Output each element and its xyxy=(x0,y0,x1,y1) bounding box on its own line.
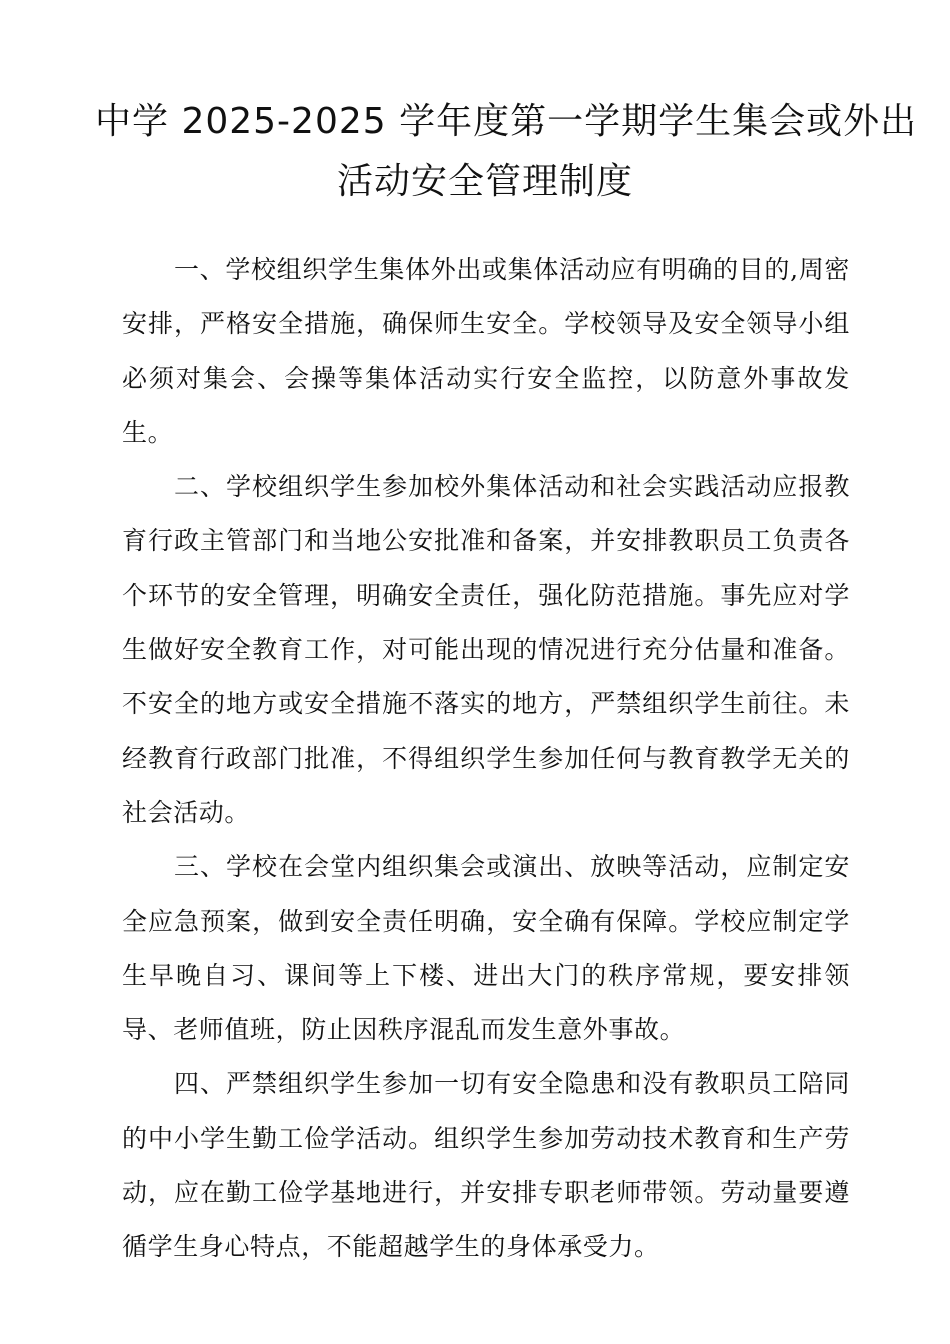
paragraph-3: 三、学校在会堂内组织集会或演出、放映等活动，应制定安全应急预案，做到安全责任明确，安全确有保障。学校应制定学生早晚自习、课间等上下楼、进出大门的秩序常规，要安排领导、老师值班，防止因秩序混乱而发生意外事故。 xyxy=(122,852,850,1045)
document-title xyxy=(95,92,918,212)
paragraph-1: 一、学校组织学生集体外出或集体活动应有明确的目的,周密安排，严格安全措施，确保师生安全。学校领导及安全领导小组必须对集会、会操等集体活动实行安全监控，以防意外事故发生。 xyxy=(122,255,850,447)
paragraph-2: 二、学校组织学生参加校外集体活动和社会实践活动应报教育行政主管部门和当地公安批准和备案，并安排教职员工负责各个环节的安全管理，明确安全责任，强化防范措施。事先应对学生做好安全教育工作，对可能出现的情况进行充分估量和准备。不安全的地方或安全措施不落实的地方，严禁组织学生前往。未经教育行政部门批准，不得组织学生参加任何与教育教学无关的社会活动。 xyxy=(122,472,850,827)
document-body xyxy=(122,243,850,1275)
paragraph-4: 四、严禁组织学生参加一切有安全隐患和没有教职员工陪同的中小学生勤工俭学活动。组织学生参加劳动技术教育和生产劳动，应在勤工俭学基地进行，并安排专职老师带领。劳动量要遵循学生身心特点，不能超越学生的身体承受力。 xyxy=(122,1069,850,1262)
title-line-1: 中学 2025-2025 学年度第一学期学生集会或外出 xyxy=(95,101,918,142)
title-line-2: 活动安全管理制度 xyxy=(336,161,633,202)
